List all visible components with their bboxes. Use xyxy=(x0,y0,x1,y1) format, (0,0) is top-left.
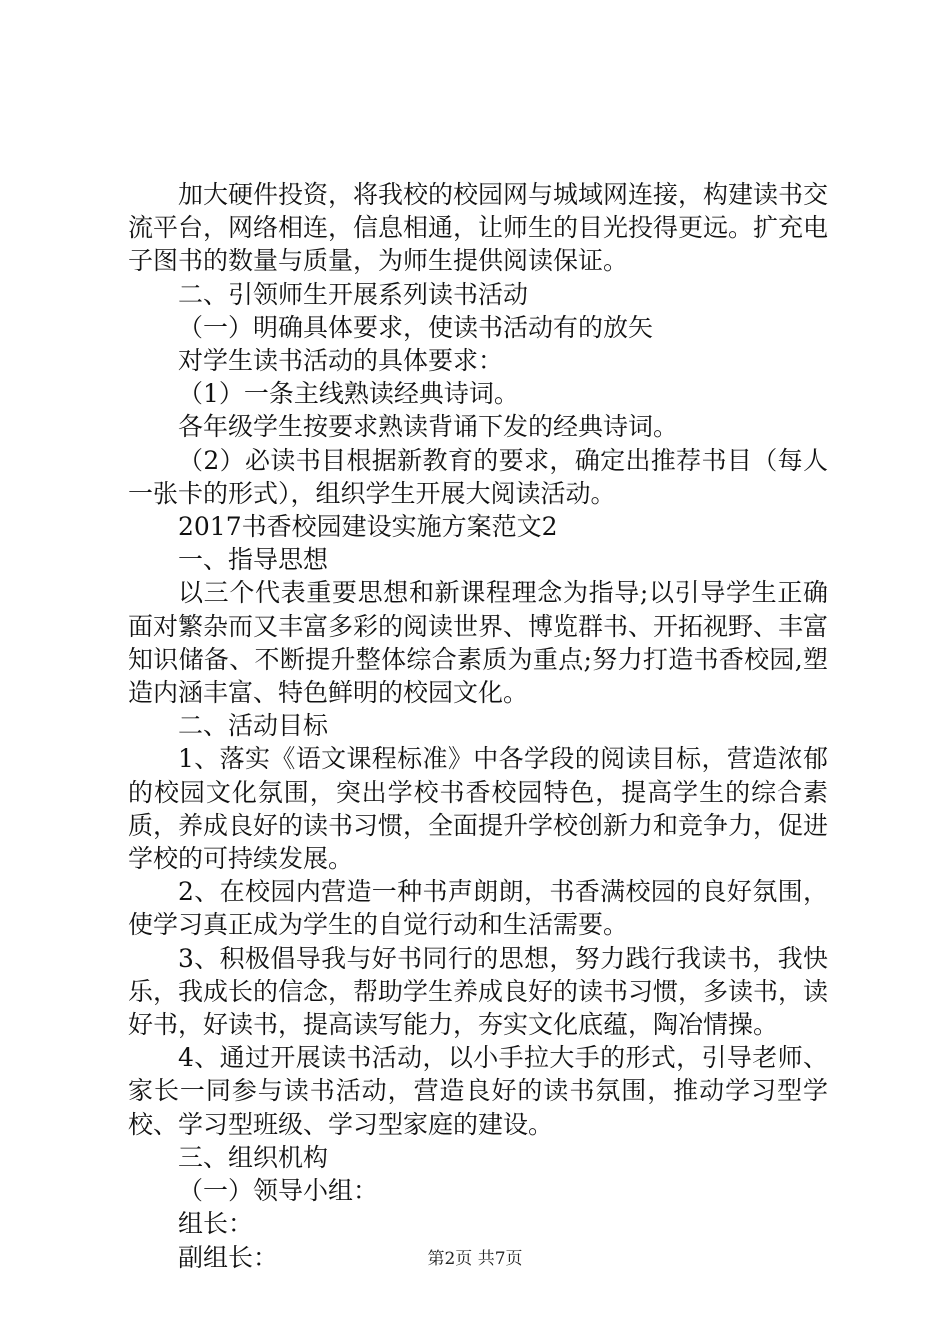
paragraph: 1、落实《语文课程标准》中各学段的阅读目标，营造浓郁的校园文化氛围，突出学校书香校园特色，提高学生的综合素质，养成良好的读书习惯，全面提升学校创新力和竞争力，促进学校的可持续发展。 xyxy=(128,744,829,874)
paragraph: 加大硬件投资，将我校的校园网与城域网连接，构建读书交流平台，网络相连，信息相通，让师生的目光投得更远。扩充电子图书的数量与质量，为师生提供阅读保证。 xyxy=(128,180,829,276)
paragraph: 组长： xyxy=(178,1209,254,1239)
paragraph: 3、积极倡导我与好书同行的思想，努力践行我读书，我快乐，我成长的信念，帮助学生养成良好的读书习惯，多读书，读好书，好读书，提高读写能力，夯实文化底蕴，陶冶情操。 xyxy=(128,943,829,1040)
paragraph: 各年级学生按要求熟读背诵下发的经典诗词。 xyxy=(178,412,679,442)
paragraph: 4、通过开展读书活动，以小手拉大手的形式，引导老师、家长一同参与读书活动，营造良好的读书氛围，推动学习型学校、学习型班级、学习型家庭的建设。 xyxy=(128,1043,828,1139)
document-body xyxy=(128,178,828,1274)
document-title: 2017书香校园建设实施方案范文2 xyxy=(178,512,558,542)
section-heading: 一、指导思想 xyxy=(178,545,329,575)
list-item: （1）一条主线熟读经典诗词。 xyxy=(178,379,519,409)
paragraph: 对学生读书活动的具体要求： xyxy=(178,346,504,376)
section-heading: 二、活动目标 xyxy=(178,711,329,741)
paragraph: 以三个代表重要思想和新课程理念为指导;以引导学生正确面对繁杂而又丰富多彩的阅读世界、博览群书、开拓视野、丰富知识储备、不断提升整体综合素质为重点;努力打造书香校园,塑造内涵丰富、特色鲜明的校园文化。 xyxy=(128,578,829,708)
paragraph: 副组长： xyxy=(178,1242,279,1272)
page-footer: 第2页 共7页 xyxy=(427,1249,523,1269)
subsection-heading: （一）领导小组： xyxy=(178,1176,379,1206)
paragraph: 2、在校园内营造一种书声朗朗，书香满校园的良好氛围，使学习真正成为学生的自觉行动和生活需要。 xyxy=(128,877,828,940)
section-heading: 三、组织机构 xyxy=(178,1142,329,1172)
section-heading: 二、引领师生开展系列读书活动 xyxy=(178,279,529,309)
list-item: （2）必读书目根据新教育的要求，确定出推荐书目（每人一张卡的形式），组织学生开展大阅读活动。 xyxy=(128,445,828,508)
subsection-heading: （一）明确具体要求，使读书活动有的放矢 xyxy=(178,312,654,342)
